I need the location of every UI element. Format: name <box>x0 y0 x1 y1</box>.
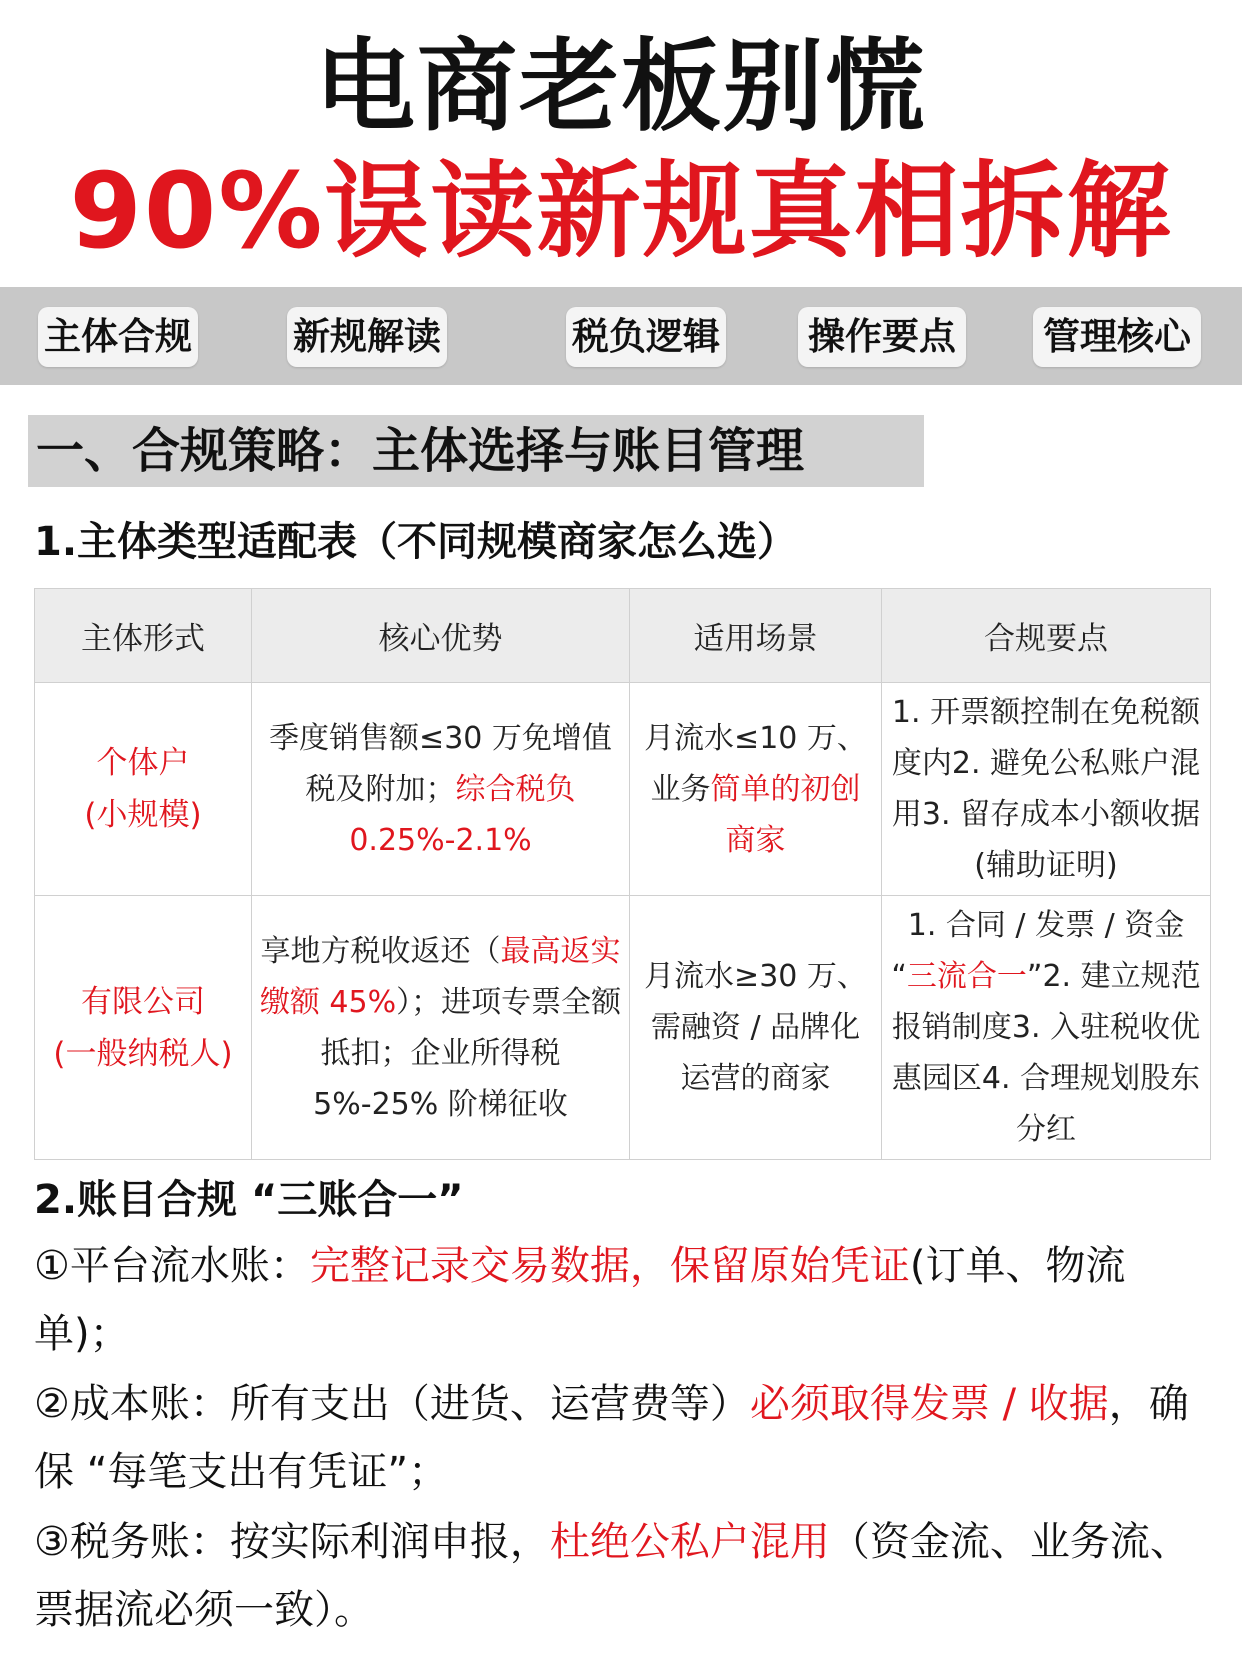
tag-management-core[interactable]: 管理核心 <box>1033 307 1201 367</box>
item-highlight: 杜绝公私户混用 <box>549 1519 830 1565</box>
entity-scale: (一般纳税人) <box>53 1035 233 1072</box>
advantage-cell <box>252 896 630 1160</box>
entity-name: 个体户 <box>96 745 190 781</box>
ledger-item-tax <box>34 1508 1214 1644</box>
item-label: ②成本账：所有支出（进货、运营费等） <box>34 1381 750 1427</box>
table-header-row <box>35 589 1211 683</box>
advantage-text: 享地方税收返还（ <box>260 933 501 969</box>
table-row <box>35 896 1211 1160</box>
item-suffix: （资金流、业务流、票据流必须一致）。 <box>34 1519 1190 1633</box>
compliance-text: 1. 合同 / 发票 / 资金 “ <box>891 908 1185 994</box>
ledger-item-cost <box>34 1370 1214 1506</box>
title-line-1: 电商老板别慌 <box>315 28 927 145</box>
tag-new-rules[interactable]: 新规解读 <box>287 307 447 367</box>
compliance-text-cont: ”2. 建立规范报销制度3. 入驻税收优惠园区4. 合理规划股东分红 <box>891 959 1201 1147</box>
title-line-2: 90%误读新规真相拆解 <box>69 150 1173 272</box>
item-suffix: ，确保 “每笔支出有凭证”； <box>34 1381 1189 1495</box>
scene-text: 月流水≤10 万、业务 <box>644 720 867 807</box>
advantage-highlight: 综合税负 0.25%-2.1% <box>349 771 576 858</box>
column-header: 适用场景 <box>630 589 882 683</box>
compliance-cell: 1. 开票额控制在免税额度内2. 避免公私账户混用3. 留存成本小额收据(辅助证明) <box>882 683 1211 896</box>
entity-cell <box>35 896 252 1160</box>
ledger-item-platform <box>34 1232 1214 1368</box>
table-subheading: 1.主体类型适配表（不同规模商家怎么选） <box>34 519 798 565</box>
scene-highlight: 简单的初创商家 <box>710 771 861 858</box>
item-highlight: 必须取得发票 / 收据 <box>749 1381 1109 1427</box>
advantage-cell <box>252 683 630 896</box>
compliance-cell <box>882 896 1211 1160</box>
scene-cell <box>630 683 882 896</box>
entity-name: 有限公司 <box>81 983 205 1020</box>
item-label: ①平台流水账： <box>34 1243 310 1289</box>
item-suffix: (订单、物流单)； <box>34 1243 1126 1357</box>
tag-operation-points[interactable]: 操作要点 <box>798 307 966 367</box>
tag-subject-compliance[interactable]: 主体合规 <box>38 307 198 367</box>
advantage-highlight: 最高返实缴额 45% <box>259 933 621 1020</box>
item-highlight: 完整记录交易数据，保留原始凭证 <box>309 1243 910 1289</box>
table-row <box>35 683 1211 896</box>
compliance-highlight: 三流合一 <box>906 959 1027 994</box>
tag-bar <box>0 287 1242 385</box>
scene-cell: 月流水≥30 万、需融资 / 品牌化运营的商家 <box>630 896 882 1160</box>
column-header: 主体形式 <box>35 589 252 683</box>
item-label: ③税务账：按实际利润申报， <box>34 1519 550 1565</box>
tag-tax-logic[interactable]: 税负逻辑 <box>566 307 726 367</box>
entity-cell <box>35 683 252 896</box>
column-header: 核心优势 <box>252 589 630 683</box>
entity-comparison-table <box>34 588 1211 1160</box>
section-heading: 一、合规策略：主体选择与账目管理 <box>28 415 924 487</box>
ledger-subheading: 2.账目合规 “三账合一” <box>34 1177 464 1223</box>
advantage-text: 季度销售额≤30 万免增值税及附加； <box>269 720 612 807</box>
advantage-text-cont: ）；进项专票全额抵扣；企业所得税 5%-25% 阶梯征收 <box>313 984 622 1122</box>
column-header: 合规要点 <box>882 589 1211 683</box>
entity-scale: (小规模) <box>84 797 202 833</box>
